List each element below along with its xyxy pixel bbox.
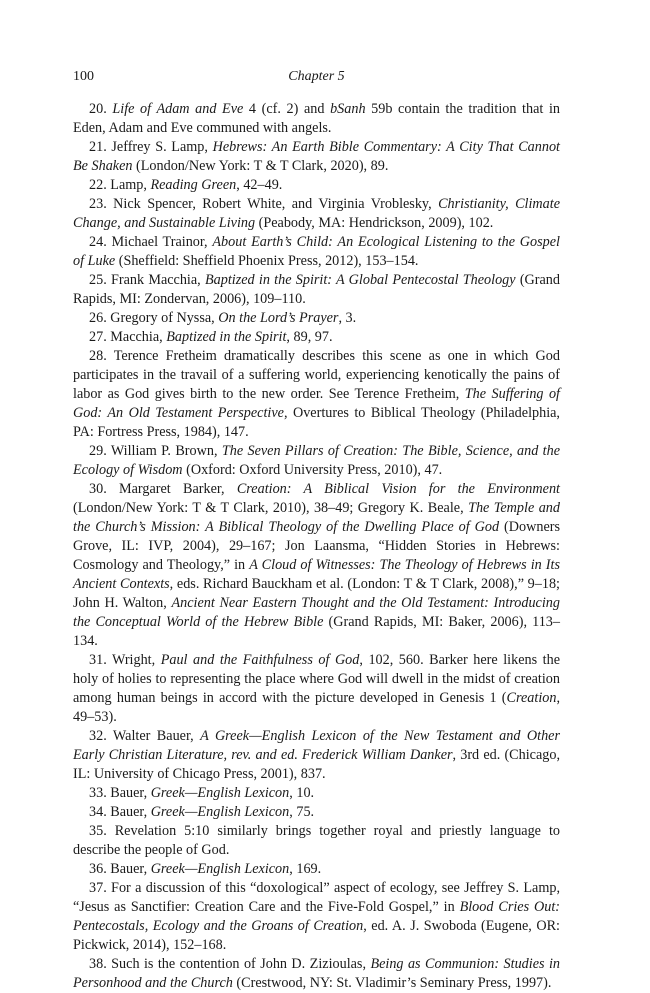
note-text: 31. Wright, xyxy=(89,652,161,668)
note-text: (Sheffield: Sheffield Phoenix Press, 2012), 153–154. xyxy=(115,253,419,269)
italic-title: The Seven Pillars of Creation: The Bible, Science, and the Ecology of Wisdom xyxy=(73,443,560,478)
endnote xyxy=(73,803,560,822)
note-text: (London/New York: T & T Clark, 2020), 89. xyxy=(132,158,389,174)
note-text: 20. xyxy=(89,101,113,117)
note-text: 24. Michael Trainor, xyxy=(89,234,213,250)
note-text: 29. William P. Brown, xyxy=(89,443,222,459)
page-number: 100 xyxy=(73,69,94,84)
note-text: 38. Such is the contention of John D. Zizioulas, xyxy=(89,956,371,972)
note-text: 32. Walter Bauer, xyxy=(89,728,201,744)
running-head: Chapter 5 xyxy=(288,69,345,84)
italic-title: Ancient Near Eastern Thought and the Old Testament: Introducing the Conceptual World of the Hebrew Bible xyxy=(73,595,560,630)
endnote xyxy=(73,860,560,879)
note-text: , 3rd ed. (Chicago, IL: University of Chicago Press, 2001), 837. xyxy=(73,747,560,782)
italic-title: Paul and the Faithfulness of God xyxy=(160,652,360,668)
endnote xyxy=(73,822,560,860)
italic-title: The Temple and the Church’s Mission: A Biblical Theology of the Dwelling Place of God xyxy=(73,500,560,535)
note-text: , Overtures to Biblical Theology (Philadelphia, PA: Fortress Press, 1984), 147. xyxy=(73,405,560,440)
endnote xyxy=(73,271,560,309)
endnote xyxy=(73,879,560,955)
italic-title: The Suffering of God: An Old Testament Perspective xyxy=(73,386,560,421)
endnote xyxy=(73,651,560,727)
note-text: 22. Lamp, xyxy=(89,177,151,193)
note-text: 27. Macchia, xyxy=(89,329,167,345)
note-text: (London/New York: T & T Clark, 2010), 38–49; Gregory K. Beale, xyxy=(73,500,469,516)
note-text: 34. Bauer, xyxy=(89,804,151,820)
note-text: 33. Bauer, xyxy=(89,785,151,801)
note-text: (Grand Rapids, MI: Baker, 2006), 113–134. xyxy=(73,614,560,649)
italic-title: Baptized in the Spirit: A Global Pentecostal Theology xyxy=(204,272,516,288)
italic-title: Hebrews: An Earth Bible Commentary: A City That Cannot Be Shaken xyxy=(73,139,561,174)
endnotes xyxy=(73,100,560,993)
endnote xyxy=(73,727,560,784)
note-text: 28. Terence Fretheim dramatically describes this scene as one in which God participates in the travail of a suffering world, experiencing kenotically the pains of labor as God gives birth to the new order. See Terence Fretheim, xyxy=(73,348,560,402)
italic-title: Life of Adam and Eve xyxy=(112,101,244,117)
note-text: 4 (cf. 2) and xyxy=(243,101,331,117)
italic-title: A Greek—English Lexicon of the New Testament and Other Early Christian Literature, rev. and ed. Frederick William Danker xyxy=(73,728,560,763)
endnote xyxy=(73,442,560,480)
endnote xyxy=(73,138,560,176)
note-text: , 10. xyxy=(289,785,315,801)
endnote xyxy=(73,480,560,651)
note-text: 36. Bauer, xyxy=(89,861,151,877)
note-text: 59b contain the tradition that in Eden, Adam and Eve communed with angels. xyxy=(73,101,560,136)
italic-title: Greek—English Lexicon xyxy=(150,804,290,820)
note-text: , eds. Richard Bauckham et al. (London: T & T Clark, 2008),” 9–18; John H. Walton, xyxy=(73,576,560,611)
italic-title: Creation: A Biblical Vision for the Environment xyxy=(236,481,560,497)
note-text: (Peabody, MA: Hendrickson, 2009), 102. xyxy=(255,215,494,231)
italic-title: About Earth’s Child: An Ecological Listening to the Gospel of Luke xyxy=(73,234,560,269)
italic-title: Greek—English Lexicon xyxy=(150,785,290,801)
endnote xyxy=(73,100,560,138)
italic-title: Baptized in the Spirit xyxy=(166,329,287,345)
italic-title: Greek—English Lexicon xyxy=(150,861,290,877)
endnote xyxy=(73,309,560,328)
italic-title: A Cloud of Witnesses: The Theology of Hebrews in Its Ancient Contexts xyxy=(73,557,560,592)
endnote xyxy=(73,233,560,271)
italic-title: Creation xyxy=(506,690,557,706)
italic-title: Christianity, Climate Change, and Sustainable Living xyxy=(73,196,560,231)
note-text: , 49–53). xyxy=(73,690,560,725)
note-text: , 89, 97. xyxy=(286,329,333,345)
note-text: (Grand Rapids, MI: Zondervan, 2006), 109–110. xyxy=(73,272,560,307)
page-header xyxy=(73,68,560,86)
note-text: 35. Revelation 5:10 similarly brings together royal and priestly language to describe the people of God. xyxy=(73,823,560,858)
note-text: 37. For a discussion of this “doxological” aspect of ecology, see Jeffrey S. Lamp, “Jesus as Sanctifier: Creation Care and the Five-Fold Gospel,” in xyxy=(73,880,560,915)
note-text: 21. Jeffrey S. Lamp, xyxy=(89,139,213,155)
note-text: 25. Frank Macchia, xyxy=(89,272,205,288)
italic-title: Blood Cries Out: Pentecostals, Ecology and the Groans of Creation xyxy=(73,899,561,934)
endnote xyxy=(73,784,560,803)
note-text: , 3. xyxy=(338,310,357,326)
note-text: 30. Margaret Barker, xyxy=(89,481,237,497)
endnote xyxy=(73,195,560,233)
italic-title: Reading Green xyxy=(150,177,237,193)
note-text: (Downers Grove, IL: IVP, 2004), 29–167; Jon Laansma, “Hidden Stories in Hebrews: Cosmology and Theology,” in xyxy=(73,519,560,573)
endnote xyxy=(73,328,560,347)
note-text: 26. Gregory of Nyssa, xyxy=(89,310,219,326)
italic-title: On the Lord’s Prayer xyxy=(218,310,339,326)
endnote xyxy=(73,176,560,195)
note-text: , 102, 560. Barker here likens the holy of holies to representing the place where God will dwell in the midst of creation among human beings in accord with the picture developed in Genesis 1 ( xyxy=(73,652,560,706)
note-text: 23. Nick Spencer, Robert White, and Virginia Vroblesky, xyxy=(89,196,439,212)
endnote xyxy=(73,955,560,993)
italic-title: Being as Communion: Studies in Personhood and the Church xyxy=(73,956,560,991)
note-text: , 75. xyxy=(289,804,315,820)
endnote xyxy=(73,347,560,442)
note-text: (Crestwood, NY: St. Vladimir’s Seminary Press, 1997). xyxy=(232,975,552,991)
note-text: , ed. A. J. Swoboda (Eugene, OR: Pickwick, 2014), 152–168. xyxy=(73,918,560,953)
italic-title: bSanh xyxy=(330,101,366,117)
note-text: , 42–49. xyxy=(236,177,283,193)
note-text: (Oxford: Oxford University Press, 2010), 47. xyxy=(182,462,443,478)
note-text: , 169. xyxy=(289,861,322,877)
